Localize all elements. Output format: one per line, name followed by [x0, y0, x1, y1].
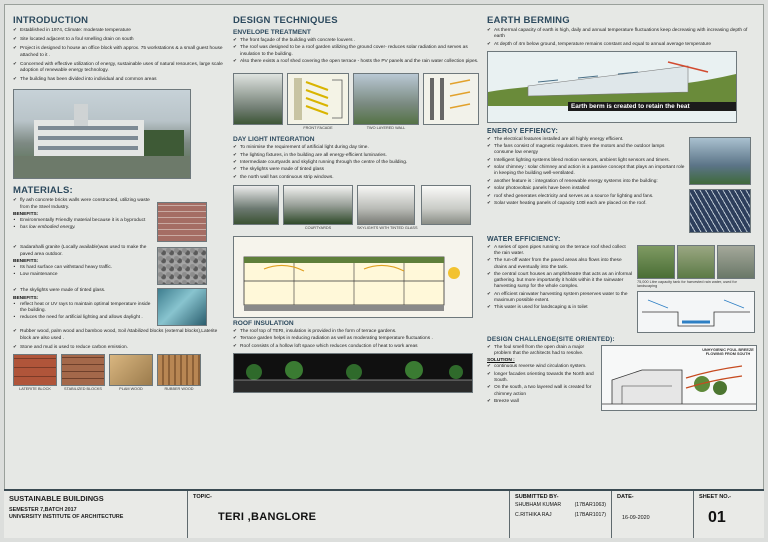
benefit-item: • Environmentally Friendly material because it is a byproduct — [13, 218, 153, 224]
swatch-palm-wood: PLAM WOOD — [109, 354, 153, 391]
intro-item: ✔ Project is designed to house an office block with approx. 75 workstations & a small guest house attached to it . — [13, 46, 223, 58]
column-right — [487, 13, 759, 411]
material-item: ✔ Stone and mud is used to reduce carbon emission. — [13, 345, 223, 351]
water-item: ✔ An efficient rainwater harvesting system preserves water to the maximum possible extent. — [487, 292, 633, 304]
energy-item: ✔ Solar water heating panels of capacity 100l each are placed on the roof. — [487, 201, 685, 207]
roof-section-drawing — [233, 236, 473, 318]
roof-insulation-heading: ROOF INSULATION — [233, 319, 294, 327]
earth-item: ✔ At depth of 4m below ground, temperature remains constant and equal to annual average temperature — [487, 42, 759, 48]
rainwater-caption: 75,000 Litre capacity tank for harvested rain water, used for landscaping — [637, 279, 737, 288]
challenge-item: ✔ The foul smell from the open drain a major problem that the architects had to resolve. — [487, 345, 597, 357]
swatch-rubber-wood: RUBBER WOOD — [157, 354, 201, 391]
daylight-item: ✔ Intermediate courtyards and skylight running through the centre of the building. — [233, 160, 481, 166]
intro-item: ✔ Concerned with effective utilization of energy, sustainable uses of natural resources, large scale adoption of renewable energy technology. — [13, 62, 223, 74]
date-label: DATE- — [617, 494, 634, 500]
benefit-item: • reduces the need for artificial lighting and allows daylight . — [13, 315, 153, 321]
student-name: C.RITHIKA RAJ — [515, 512, 552, 518]
envelope-heading: ENVELOPE TREATMENT — [233, 29, 311, 36]
daylight-item: ✔ The skylights were made of tinted glass — [233, 167, 481, 173]
energy-item: ✔ another feature is : integration of renewable energy systems into the building: — [487, 179, 685, 185]
wall-section-sketch — [423, 73, 479, 125]
earth-berm-diagram — [487, 51, 737, 123]
design-heading: DESIGN TECHNIQUES — [233, 15, 338, 26]
energy-item: ✔ solar chimney : solar chimney and action is a passive concept that plays an important role in keeping the building well-ventilated. — [487, 165, 685, 177]
building-photo — [13, 89, 191, 179]
fly-ash-brick-photo — [157, 202, 207, 242]
foul-breeze-diagram — [601, 345, 757, 411]
water-item: ✔ A series of open pipes running on the terrace roof shed collect the rain water. — [487, 245, 633, 257]
front-facade-sketch — [287, 73, 349, 125]
envelope-images — [233, 73, 481, 130]
daylight-item: ✔ To minimise the requirement of artificial light during day time. — [233, 145, 481, 151]
materials-heading: MATERIALS: — [13, 185, 73, 197]
envelope-item: ✔ Also there exists a roof shed covering the open terrace - hosts the PV panels and the rain water collection pipes. — [233, 59, 481, 65]
topic-value: TERI ,BANGLORE — [218, 511, 317, 523]
courtyard-photo-1 — [233, 185, 279, 225]
rainwater-photo-1 — [637, 245, 675, 279]
tinted-glass-photo — [157, 288, 207, 326]
energy-heading: ENERGY EFFIENCY: — [487, 127, 559, 135]
front-facade-photo — [233, 73, 283, 125]
benefits-label: BENEFITS: — [13, 259, 39, 265]
roof-garden-section — [233, 353, 473, 393]
intro-item: ✔ The building has been divided into individual and common areas — [13, 77, 223, 83]
solution-item: ✔ On the south, a two layered wall is created for chimney action — [487, 385, 597, 397]
submitted-label: SUBMITTED BY- — [515, 494, 559, 500]
solar-panel-photo-2 — [689, 189, 751, 233]
energy-item: ✔ Intelligent lighting systems blend motion sensors, ambient light sensors and timers. — [487, 158, 685, 164]
two-layered-wall-photo — [353, 73, 419, 125]
sheet-number: 01 — [708, 509, 726, 526]
student-name: SHUBHAM KUMAR — [515, 502, 562, 508]
solution-item: ✔ continuous reverse wind circulation system. — [487, 364, 597, 370]
material-item: ✔ Sadarahalli granite (Locally available)was used to make the paved area outdoor. — [13, 245, 153, 257]
water-section-diagram — [637, 291, 755, 333]
roof-item: ✔ The roof top of TERI, insulation is provided in the form of terrace gardens. — [233, 329, 481, 335]
courtyards-caption: COURTYARDS — [304, 225, 332, 230]
intro-item: ✔ Established in 1974, Climate: moderate temperature — [13, 28, 223, 34]
water-item: ✔ This water is used for landscaping & in toilet — [487, 305, 633, 311]
institute-text: UNIVERSITY INSTITUTE OF ARCHITECTURE — [9, 514, 124, 520]
material-item: ✔ fly ash concrete bricks walls were constructed, utilizing waste from the Steel Industry. — [13, 198, 153, 210]
water-item: ✔ the central court houses an amphitheatre that acts as an informal gathering. but more importantly it holds within it the rainwater harvesting sump for the whole complex. — [487, 272, 633, 291]
material-row-1 — [13, 198, 223, 242]
course-cell — [4, 491, 188, 538]
submitted-cell — [510, 491, 612, 538]
earth-item: ✔ As thermal capacity of earth is high, daily and annual temperature fluctuations keep decreasing with increasing depth of earth — [487, 28, 759, 40]
material-row-2 — [13, 245, 223, 285]
column-left — [13, 13, 223, 391]
swatch-laterite: LATERITE BLOCK — [13, 354, 57, 391]
course-title: SUSTAINABLE BUILDINGS — [9, 494, 104, 503]
intro-list — [13, 28, 223, 83]
envelope-item: ✔ The roof was designed to be a roof garden utilizing the ground cover- reduces solar radiation and serves as insulation to the building. — [233, 45, 481, 57]
student-id: (17BAR1017) — [574, 512, 606, 518]
topic-cell — [188, 491, 510, 538]
foul-breeze-label: UNHYGIENIC FOUL BREEZE FLOWING FROM SOUTH — [702, 347, 754, 356]
energy-item: ✔ The fans consist of magnetic regulators. Even the motors and the outdoor lamps consume low energy — [487, 144, 685, 156]
intro-item: ✔ Site located adjacent to a foul smelling drain on south — [13, 37, 223, 43]
title-block — [4, 489, 764, 538]
courtyard-photo-2 — [283, 185, 353, 225]
daylight-item: ✔ the north wall has continuous strip windows. — [233, 175, 481, 181]
column-middle — [233, 13, 481, 393]
sheet-cell — [694, 491, 764, 538]
energy-item: ✔ solar photovoltaic panels have been installed — [487, 186, 685, 192]
date-value: 16-09-2020 — [622, 515, 650, 521]
solution-label: SOLUTION : — [487, 358, 515, 364]
intro-heading: INTRODUCTION — [13, 15, 89, 26]
swatch-stabilized: STABILIZED BLOCKS — [61, 354, 105, 391]
poster-sheet — [4, 4, 764, 538]
benefits-label: BENEFITS: — [13, 212, 39, 218]
daylight-item: ✔ The lighting fixtures, in the building are all energy-efficient luminaries. — [233, 153, 481, 159]
water-item: ✔ The run-off water from the paved areas also flows into these drains and eventually into the tank. — [487, 258, 633, 270]
roof-item: ✔ Roof consists of a hollow loft space which reduces conduction of heat to work areas — [233, 344, 481, 350]
material-item: ✔ The skylights were made of tinted glass. — [13, 288, 153, 294]
skylight-photo-2 — [421, 185, 471, 225]
skylight-photo-1 — [357, 185, 415, 225]
sheet-label: SHEET NO.- — [699, 494, 732, 500]
benefit-item: • Low maintenance — [13, 272, 153, 278]
granite-photo — [157, 247, 207, 285]
topic-label: TOPIC- — [193, 494, 212, 500]
earth-berming-heading: EARTH BERMING — [487, 15, 570, 26]
benefit-item: • has low embodied energy. — [13, 225, 153, 231]
solution-item: ✔ longer facades orienting towards the North and South. — [487, 372, 597, 384]
benefits-label: BENEFITS: — [13, 295, 39, 301]
benefit-item: • reflect heat or UV rays to maintain optimal temperature inside the building. — [13, 302, 153, 314]
benefit-item: • Its hard surface can withstand heavy traffic. — [13, 265, 153, 271]
material-swatches — [13, 354, 223, 391]
energy-item: ✔ roof shed generates electricity and serves as a source for lighting and fans. — [487, 194, 685, 200]
design-challenge-heading: DESIGN CHALLENGE(SITE ORIENTED): — [487, 335, 615, 343]
rainwater-photo-3 — [717, 245, 755, 279]
two-layered-wall-caption: TWO LAYERED WALL — [366, 126, 406, 131]
rainwater-photo-2 — [677, 245, 715, 279]
energy-item: ✔ The electrical features installed are all highly energy efficient. — [487, 137, 685, 143]
material-row-3 — [13, 288, 223, 326]
semester-text: SEMESTER 7,BATCH 2017 — [9, 507, 77, 513]
material-item: ✔ Rubber wood, palm wood and bamboo wood, Soil /stabilized blocks (external blocks),Laterite block are also used . — [13, 329, 223, 341]
daylight-heading: DAY LIGHT INTEGRATION — [233, 136, 315, 144]
student-id: (17BAR1063) — [574, 502, 606, 508]
daylight-images — [233, 185, 481, 230]
skylights-caption: SKYLIGHTS WITH TINTED GLASS — [357, 225, 418, 230]
date-cell — [612, 491, 694, 538]
earth-berm-banner: Earth berm is created to retain the heat — [568, 102, 736, 111]
roof-item: ✔ Terrace garden helps in reducing radiation as well as moderating temperature fluctuations . — [233, 336, 481, 342]
solar-panel-photo-1 — [689, 137, 751, 185]
solution-item: ✔ Breeze wall — [487, 399, 597, 405]
water-heading: WATER EFFICIENCY: — [487, 235, 561, 243]
front-facade-caption: FRONT FACADE — [303, 126, 333, 131]
envelope-item: ✔ The front façade of the building with concrete louvers . — [233, 38, 481, 44]
